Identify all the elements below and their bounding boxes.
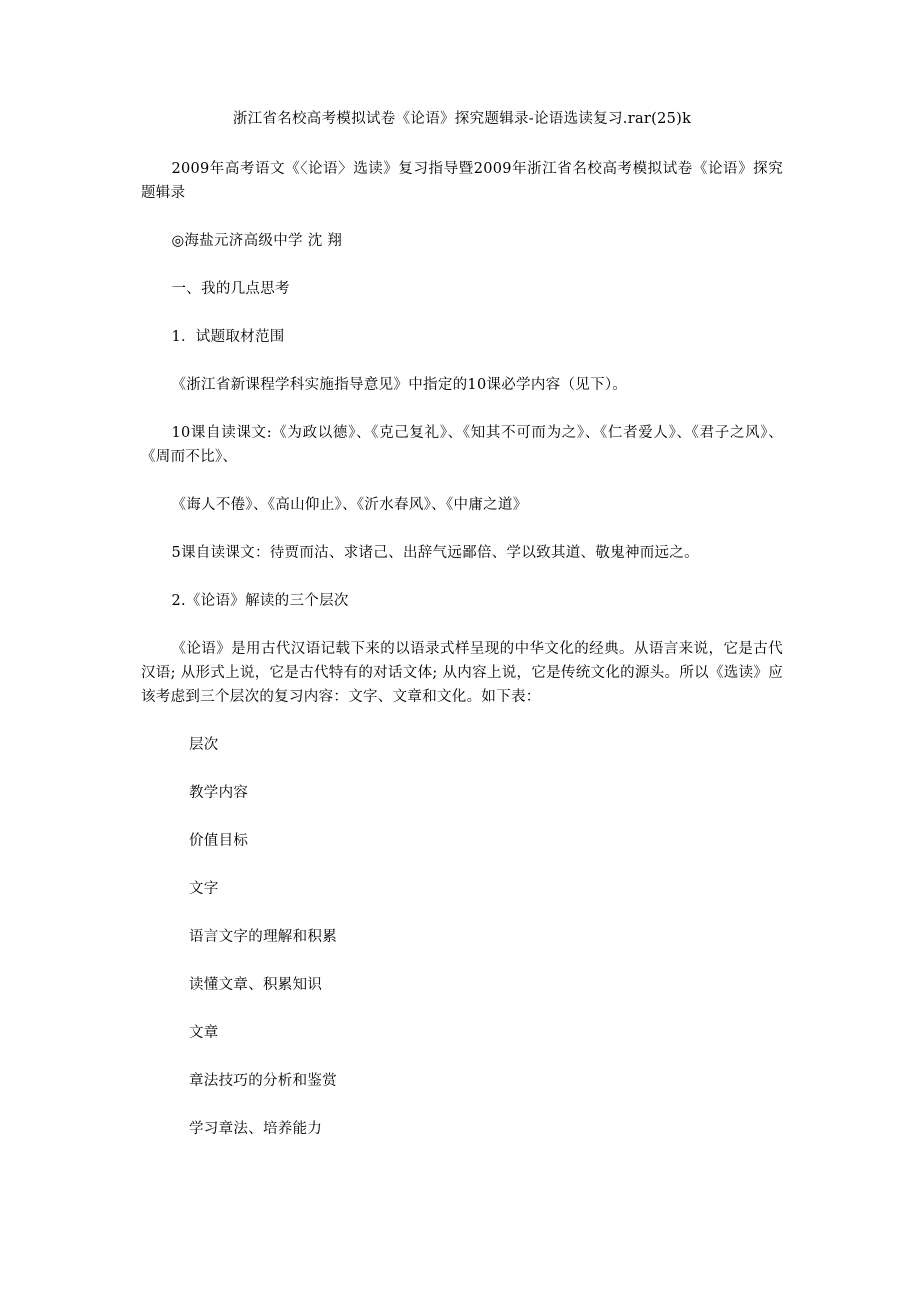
table-cell: 读懂文章、积累知识 xyxy=(189,977,323,993)
table-cell: 价值目标 xyxy=(189,833,249,849)
paragraph: 10课自读课文:《为政以德》、《克己复礼》、《知其不可而为之》、《仁者爱人》、《君子之风》、《周而不比》、 xyxy=(141,425,783,465)
document-title: 浙江省名校高考模拟试卷《论语》探究题辑录-论语选读复习.rar(25)k xyxy=(232,111,692,127)
paragraph: 5课自读课文：待贾而沽、求诸己、出辞气远鄙倍、学以致其道、敬鬼神而远之。 xyxy=(171,545,699,561)
table-cell: 文字 xyxy=(189,881,219,897)
table-cell: 学习章法、培养能力 xyxy=(189,1121,323,1137)
table-cell: 文章 xyxy=(189,1025,219,1041)
table-cell: 语言文字的理解和积累 xyxy=(189,929,337,945)
table-cell: 层次 xyxy=(189,737,219,753)
paragraph: 《诲人不倦》、《高山仰止》、《沂水春风》、《中庸之道》 xyxy=(171,497,528,513)
table-cell: 章法技巧的分析和鉴赏 xyxy=(189,1073,337,1089)
subsection-heading: 2.《论语》解读的三个层次 xyxy=(171,593,349,609)
document-body xyxy=(141,107,783,1165)
intro-paragraph: 2009年高考语文《〈论语〉选读》复习指导暨2009年浙江省名校高考模拟试卷《论语》探究题辑录 xyxy=(141,161,783,201)
table-cell: 教学内容 xyxy=(189,785,249,801)
subsection-heading: 1．试题取材范围 xyxy=(171,329,285,345)
section-heading: 一、我的几点思考 xyxy=(171,281,290,297)
paragraph: 《论语》是用古代汉语记载下来的以语录式样呈现的中华文化的经典。从语言来说，它是古代汉语; 从形式上说，它是古代特有的对话文体; 从内容上说，它是传统文化的源头。所以《选读》应该考虑到三个层次的复习内容：文字、文章和文化。如下表： xyxy=(141,641,783,705)
paragraph: 《浙江省新课程学科实施指导意见》中指定的10课必学内容（见下）。 xyxy=(171,377,628,393)
author-line: ◎海盐元济高级中学 沈 翔 xyxy=(171,233,343,249)
